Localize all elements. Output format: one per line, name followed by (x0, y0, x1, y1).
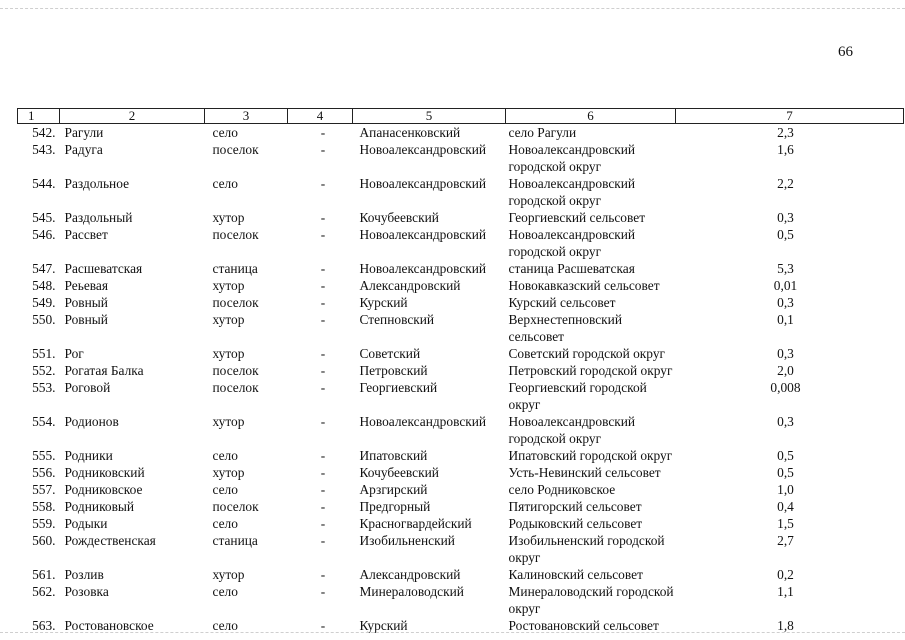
settlement-name: Родниковский (64, 465, 145, 480)
table-row (18, 226, 904, 260)
district-name: Петровский (359, 363, 428, 378)
settlement-name: Раздольный (64, 210, 133, 225)
row-number: 560. (32, 533, 56, 548)
row-number: 559. (32, 516, 56, 531)
column-4-value: - (320, 125, 326, 140)
settlement-name: Рогатая Балка (64, 363, 144, 378)
column-4-value: - (320, 295, 326, 310)
settlement-type: станица (212, 261, 258, 276)
column-4-value: - (320, 363, 326, 378)
value-cell: 0,008 (770, 380, 801, 395)
settlement-name: Рождественская (64, 533, 156, 548)
municipality-name: Минераловодский городской округ (508, 584, 674, 616)
district-name: Александровский (359, 278, 461, 293)
header-col-2: 2 (60, 109, 205, 124)
settlement-name: Рассвет (64, 227, 108, 242)
settlement-type: поселок (212, 380, 259, 395)
district-name: Кочубеевский (359, 210, 439, 225)
table-row (18, 294, 904, 311)
municipality-name: Калиновский сельсовет (508, 567, 643, 582)
table-row (18, 498, 904, 515)
settlement-type: поселок (212, 499, 259, 514)
district-name: Новоалександровский (359, 142, 487, 157)
table-row (18, 311, 904, 345)
row-number: 557. (32, 482, 56, 497)
district-name: Курский (359, 295, 408, 310)
value-cell: 1,0 (777, 482, 794, 497)
settlement-type: село (212, 176, 238, 191)
settlement-name: Ровный (64, 295, 108, 310)
row-number: 549. (32, 295, 56, 310)
municipality-name: Курский сельсовет (508, 295, 616, 310)
value-cell: 2,7 (777, 533, 794, 548)
row-number: 555. (32, 448, 56, 463)
table-row (18, 362, 904, 379)
settlement-type: хутор (212, 312, 245, 327)
municipality-name: Новоалександровский городской округ (508, 414, 636, 446)
column-4-value: - (320, 618, 326, 633)
district-name: Советский (359, 346, 421, 361)
municipality-name: Родыковский сельсовет (508, 516, 643, 531)
district-name: Красногвардейский (359, 516, 472, 531)
table-row (18, 413, 904, 447)
value-cell: 0,3 (777, 414, 794, 429)
municipality-name: село Рагули (508, 125, 577, 140)
municipality-name: Новоалександровский городской округ (508, 176, 636, 208)
settlement-name: Радуга (64, 142, 103, 157)
settlement-name: Розлив (64, 567, 104, 582)
column-4-value: - (320, 414, 326, 429)
header-col-3: 3 (205, 109, 288, 124)
column-4-value: - (320, 584, 326, 599)
row-number: 561. (32, 567, 56, 582)
settlement-type: поселок (212, 363, 259, 378)
settlement-name: Рог (64, 346, 84, 361)
column-4-value: - (320, 142, 326, 157)
row-number: 558. (32, 499, 56, 514)
settlement-type: хутор (212, 567, 245, 582)
settlement-type: хутор (212, 346, 245, 361)
value-cell: 0,3 (777, 210, 794, 225)
municipality-name: Ростовановский сельсовет (508, 618, 659, 633)
row-number: 542. (32, 125, 56, 140)
settlement-name: Рагули (64, 125, 104, 140)
settlement-name: Розовка (64, 584, 109, 599)
table-row (18, 379, 904, 413)
district-name: Новоалександровский (359, 176, 487, 191)
settlement-type: село (212, 584, 238, 599)
settlement-name: Расшеватская (64, 261, 143, 276)
table-row (18, 209, 904, 226)
municipality-name: Петровский городской округ (508, 363, 673, 378)
table-row (18, 277, 904, 294)
column-4-value: - (320, 278, 326, 293)
settlement-name: Родниковый (64, 499, 135, 514)
table-row (18, 447, 904, 464)
municipality-name: Пятигорский сельсовет (508, 499, 642, 514)
table-row (18, 566, 904, 583)
page-number: 66 (838, 44, 853, 60)
value-cell: 0,01 (773, 278, 798, 293)
settlement-name: Раздольное (64, 176, 130, 191)
settlement-type: поселок (212, 142, 259, 157)
municipality-name: Верхнестепновский сельсовет (508, 312, 623, 344)
settlement-type: хутор (212, 414, 245, 429)
district-name: Изобильненский (359, 533, 455, 548)
bottom-scan-edge (0, 632, 905, 633)
district-name: Георгиевский (359, 380, 438, 395)
table-header (18, 109, 904, 124)
row-number: 562. (32, 584, 56, 599)
row-number: 551. (32, 346, 56, 361)
district-name: Александровский (359, 567, 461, 582)
header-col-1: 1 (18, 109, 60, 124)
settlement-name: Реьевая (64, 278, 109, 293)
settlements-table (17, 108, 904, 634)
table-row (18, 532, 904, 566)
settlement-name: Ровный (64, 312, 108, 327)
column-4-value: - (320, 516, 326, 531)
row-number: 563. (32, 618, 56, 633)
value-cell: 0,4 (777, 499, 794, 514)
column-4-value: - (320, 465, 326, 480)
value-cell: 0,2 (777, 567, 794, 582)
column-4-value: - (320, 380, 326, 395)
value-cell: 0,5 (777, 465, 794, 480)
row-number: 556. (32, 465, 56, 480)
municipality-name: село Родниковское (508, 482, 616, 497)
settlement-name: Ростовановское (64, 618, 154, 633)
column-4-value: - (320, 261, 326, 276)
table-row (18, 481, 904, 498)
row-number: 546. (32, 227, 56, 242)
value-cell: 0,5 (777, 227, 794, 242)
municipality-name: станица Расшеватская (508, 261, 635, 276)
settlement-type: станица (212, 533, 258, 548)
table-row (18, 260, 904, 277)
municipality-name: Георгиевский городской округ (508, 380, 647, 412)
municipality-name: Новоалександровский городской округ (508, 227, 636, 259)
table-row (18, 583, 904, 617)
value-cell: 1,6 (777, 142, 794, 157)
column-4-value: - (320, 210, 326, 225)
header-col-7: 7 (676, 109, 904, 124)
settlement-type: село (212, 448, 238, 463)
district-name: Минераловодский (359, 584, 464, 599)
row-number: 547. (32, 261, 56, 276)
row-number: 552. (32, 363, 56, 378)
table-body (18, 124, 904, 635)
row-number: 544. (32, 176, 56, 191)
table-row (18, 464, 904, 481)
row-number: 553. (32, 380, 56, 395)
district-name: Арзгирский (359, 482, 428, 497)
district-name: Ипатовский (359, 448, 428, 463)
value-cell: 1,1 (777, 584, 794, 599)
district-name: Предгорный (359, 499, 431, 514)
column-4-value: - (320, 312, 326, 327)
table-row (18, 175, 904, 209)
value-cell: 0,3 (777, 346, 794, 361)
header-row (18, 109, 904, 124)
table-row (18, 515, 904, 532)
district-name: Курский (359, 618, 408, 633)
settlement-type: село (212, 482, 238, 497)
value-cell: 2,2 (777, 176, 794, 191)
settlement-type: поселок (212, 295, 259, 310)
municipality-name: Новоалександровский городской округ (508, 142, 636, 174)
column-4-value: - (320, 346, 326, 361)
value-cell: 1,5 (777, 516, 794, 531)
table-row (18, 124, 904, 142)
settlement-name: Родыки (64, 516, 108, 531)
settlement-type: село (212, 618, 238, 633)
settlement-type: село (212, 125, 238, 140)
settlement-type: хутор (212, 465, 245, 480)
value-cell: 2,0 (777, 363, 794, 378)
settlement-type: село (212, 516, 238, 531)
value-cell: 5,3 (777, 261, 794, 276)
value-cell: 0,5 (777, 448, 794, 463)
column-4-value: - (320, 499, 326, 514)
value-cell: 0,1 (777, 312, 794, 327)
settlement-type: хутор (212, 210, 245, 225)
district-name: Новоалександровский (359, 227, 487, 242)
municipality-name: Ипатовский городской округ (508, 448, 673, 463)
row-number: 545. (32, 210, 56, 225)
column-4-value: - (320, 227, 326, 242)
top-scan-edge (0, 8, 905, 9)
district-name: Апанасенковский (359, 125, 461, 140)
column-4-value: - (320, 533, 326, 548)
table-row (18, 141, 904, 175)
district-name: Новоалександровский (359, 414, 487, 429)
row-number: 550. (32, 312, 56, 327)
column-4-value: - (320, 176, 326, 191)
settlement-type: хутор (212, 278, 245, 293)
settlement-name: Родниковское (64, 482, 143, 497)
row-number: 554. (32, 414, 56, 429)
row-number: 548. (32, 278, 56, 293)
district-name: Новоалександровский (359, 261, 487, 276)
municipality-name: Советский городской округ (508, 346, 666, 361)
district-name: Степновский (359, 312, 435, 327)
settlement-type: поселок (212, 227, 259, 242)
row-number: 543. (32, 142, 56, 157)
municipality-name: Изобильненский городской округ (508, 533, 665, 565)
district-name: Кочубеевский (359, 465, 439, 480)
table-row (18, 345, 904, 362)
header-col-5: 5 (353, 109, 506, 124)
settlement-name: Роговой (64, 380, 111, 395)
column-4-value: - (320, 482, 326, 497)
column-4-value: - (320, 567, 326, 582)
value-cell: 2,3 (777, 125, 794, 140)
settlement-name: Родионов (64, 414, 119, 429)
value-cell: 0,3 (777, 295, 794, 310)
municipality-name: Усть-Невинский сельсовет (508, 465, 661, 480)
settlement-name: Родники (64, 448, 113, 463)
header-col-6: 6 (506, 109, 676, 124)
column-4-value: - (320, 448, 326, 463)
municipality-name: Георгиевский сельсовет (508, 210, 646, 225)
value-cell: 1,8 (777, 618, 794, 633)
header-col-4: 4 (288, 109, 353, 124)
municipality-name: Новокавказский сельсовет (508, 278, 660, 293)
